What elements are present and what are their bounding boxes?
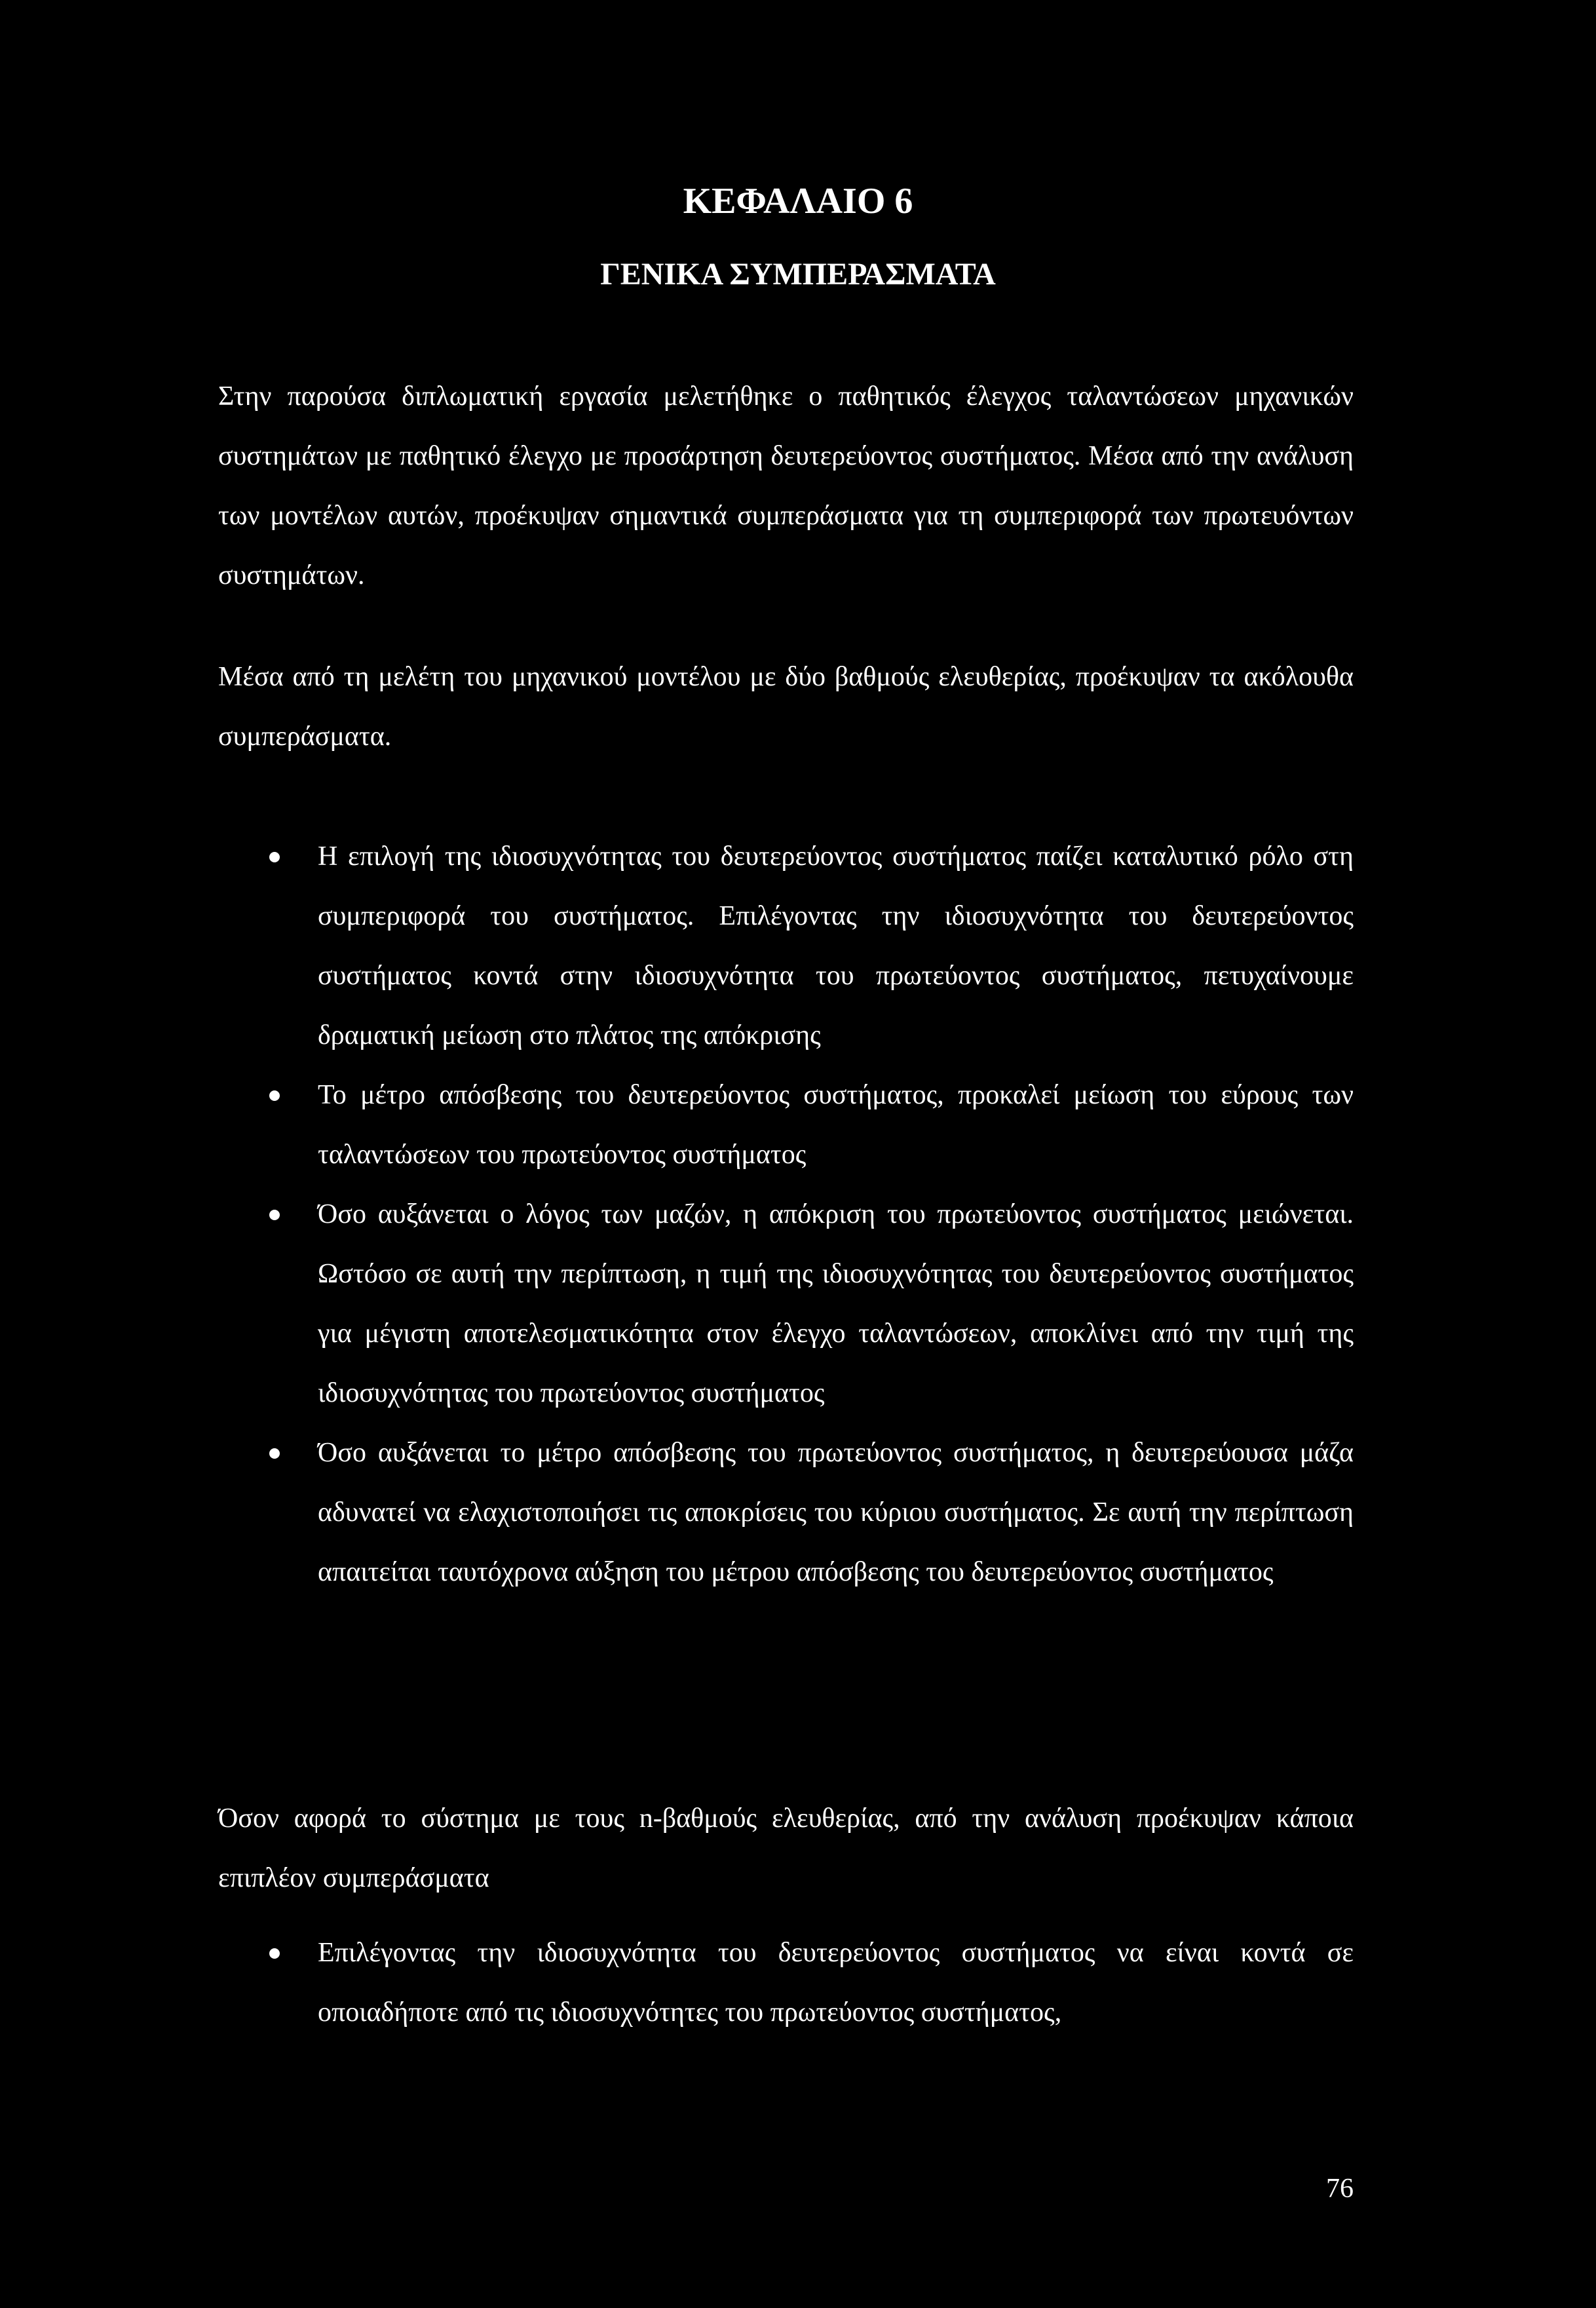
- chapter-number: ΚΕΦΑΛΑΙΟ 6: [683, 181, 913, 221]
- bullet-icon: [269, 1090, 280, 1101]
- list-item: [218, 1066, 1354, 1185]
- bullet-icon: [269, 852, 280, 862]
- list-item: [218, 1423, 1354, 1602]
- list-item-text: Επιλέγοντας την ιδιοσυχνότητα του δευτερεύοντος συστήματος να είναι κοντά σε οποιαδήποτε από τις ιδιοσυχνότητες του πρωτεύοντος συστήματος,: [318, 1938, 1354, 2028]
- list-item: [218, 1923, 1354, 2043]
- list-item-text: Όσο αυξάνεται το μέτρο απόσβεσης του πρωτεύοντος συστήματος, η δευτερεύουσα μάζα αδυνατεί να ελαχιστοποιήσει τις αποκρίσεις του κύριου συστήματος. Σε αυτή την περίπτωση απαιτείται ταυτόχρονα αύξηση του μέτρου απόσβεσης του δευτερεύοντος συστήματος: [318, 1438, 1354, 1587]
- list-item: [218, 1185, 1354, 1423]
- chapter-title: ΓΕΝΙΚΑ ΣΥΜΠΕΡΑΣΜΑΤΑ: [600, 257, 996, 292]
- n-dof-paragraph: Όσον αφορά το σύστημα με τους n-βαθμούς ελευθερίας, από την ανάλυση προέκυψαν κάποια επιπλέον συμπεράσματα: [218, 1803, 1354, 1893]
- list-item: [218, 827, 1354, 1066]
- list-item-text: Η επιλογή της ιδιοσυχνότητας του δευτερεύοντος συστήματος παίζει καταλυτικό ρόλο στη συμπεριφορά του συστήματος. Επιλέγοντας την ιδιοσυχνότητα του δευτερεύοντος συστήματος κοντά στην ιδιοσυχνότητα του πρωτεύοντος συστήματος, πετυχαίνουμε δραματική μείωση στο πλάτος της απόκρισης: [318, 841, 1354, 1050]
- page-number: 76: [1326, 2174, 1354, 2204]
- bullet-icon: [269, 1448, 280, 1459]
- bullet-icon: [269, 1210, 280, 1220]
- two-dof-paragraph: Μέσα από τη μελέτη του μηχανικού μοντέλου με δύο βαθμούς ελευθερίας, προέκυψαν τα ακόλουθα συμπεράσματα.: [218, 662, 1354, 752]
- intro-paragraph: Στην παρούσα διπλωματική εργασία μελετήθηκε ο παθητικός έλεγχος ταλαντώσεων μηχανικών συστημάτων με παθητικό έλεγχο με προσάρτηση δευτερεύοντος συστήματος. Μέσα από την ανάλυση των μοντέλων αυτών, προέκυψαν σημαντικά συμπεράσματα για τη συμπεριφορά των πρωτευόντων συστημάτων.: [218, 381, 1354, 590]
- two-dof-conclusions-list: [218, 827, 1354, 1602]
- list-item-text: Το μέτρο απόσβεσης του δευτερεύοντος συστήματος, προκαλεί μείωση του εύρους των ταλαντώσεων του πρωτεύοντος συστήματος: [318, 1080, 1354, 1170]
- bullet-icon: [269, 1948, 280, 1959]
- n-dof-conclusions-list: [218, 1923, 1354, 2043]
- list-item-text: Όσο αυξάνεται ο λόγος των μαζών, η απόκριση του πρωτεύοντος συστήματος μειώνεται. Ωστόσο σε αυτή την περίπτωση, η τιμή της ιδιοσυχνότητας του δευτερεύοντος συστήματος για μέγιστη αποτελεσματικότητα στον έλεγχο ταλαντώσεων, αποκλίνει από την τιμή της ιδιοσυχνότητας του πρωτεύοντος συστήματος: [318, 1199, 1354, 1408]
